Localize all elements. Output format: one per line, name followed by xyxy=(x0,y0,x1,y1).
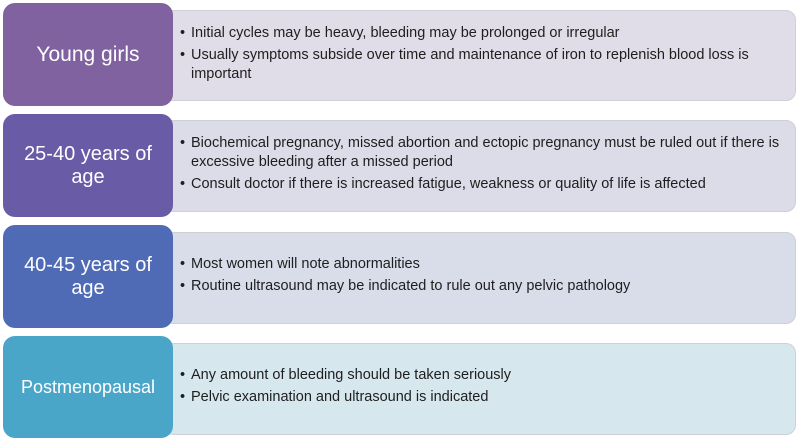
row-2-bullet-1: • Biochemical pregnancy, missed abortion and ectopic pregnancy must be ruled out if there is excessive bleeding after a missed period xyxy=(180,134,795,172)
row-4-label: Postmenopausal xyxy=(3,336,173,438)
row-1-label: Young girls xyxy=(3,3,173,106)
row-1-bullet-1: • Initial cycles may be heavy, bleeding may be prolonged or irregular xyxy=(180,24,795,43)
row-2-label: 25-40 years of age xyxy=(3,114,173,217)
row-2-bullet-2: • Consult doctor if there is increased fatigue, weakness or quality of life is affected xyxy=(180,175,795,194)
row-2-bullets xyxy=(180,134,795,197)
row-1-bullets xyxy=(180,24,795,87)
row-4-bullet-1: • Any amount of bleeding should be taken seriously xyxy=(180,366,795,385)
row-3-label: 40-45 years of age xyxy=(3,225,173,328)
row-3-bullet-2: • Routine ultrasound may be indicated to rule out any pelvic pathology xyxy=(180,277,795,296)
row-3-bullets xyxy=(180,255,795,299)
row-4-bullet-2: • Pelvic examination and ultrasound is indicated xyxy=(180,388,795,407)
row-1-bullet-2: • Usually symptoms subside over time and maintenance of iron to replenish blood loss is important xyxy=(180,46,795,84)
row-3-bullet-1: • Most women will note abnormalities xyxy=(180,255,795,274)
row-4-bullets xyxy=(180,366,795,410)
